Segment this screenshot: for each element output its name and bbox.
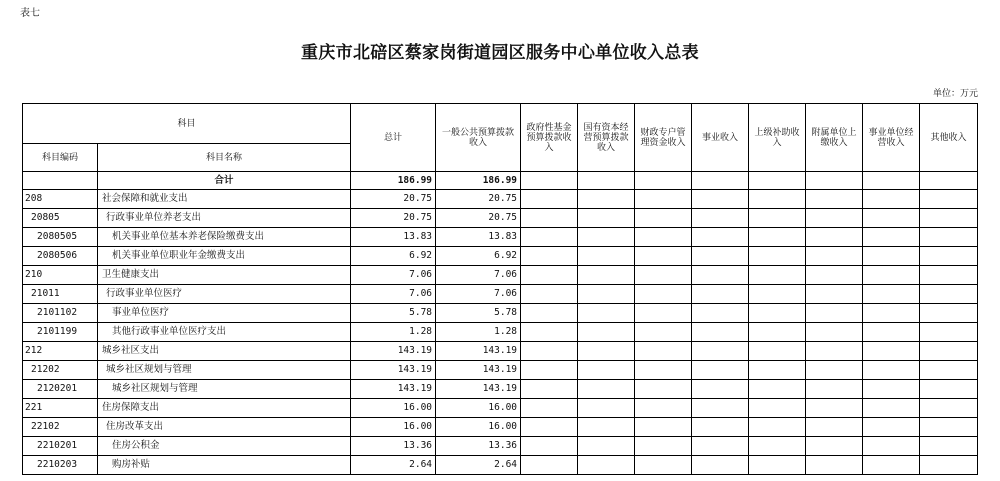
subject-name: 卫生健康支出 — [98, 266, 351, 285]
empty-cell — [692, 380, 749, 399]
subject-name: 机关事业单位职业年金缴费支出 — [98, 247, 351, 266]
empty-cell — [521, 380, 578, 399]
empty-cell — [863, 380, 920, 399]
empty-cell — [692, 361, 749, 380]
empty-cell — [521, 323, 578, 342]
general-budget-amount: 6.92 — [436, 247, 521, 266]
empty-cell — [635, 380, 692, 399]
empty-cell — [578, 228, 635, 247]
empty-cell — [692, 399, 749, 418]
subject-code: 22102 — [23, 418, 98, 437]
table-row — [23, 285, 978, 304]
subject-code: 2120201 — [23, 380, 98, 399]
empty-cell — [863, 228, 920, 247]
empty-cell — [863, 342, 920, 361]
empty-cell — [920, 304, 978, 323]
empty-cell — [920, 418, 978, 437]
empty-cell — [578, 361, 635, 380]
subject-name: 住房保障支出 — [98, 399, 351, 418]
empty-cell — [920, 172, 978, 190]
total-amount: 16.00 — [351, 399, 436, 418]
empty-cell — [692, 456, 749, 475]
total-row — [23, 172, 978, 190]
total-amount: 20.75 — [351, 190, 436, 209]
empty-cell — [863, 209, 920, 228]
total-code-cell — [23, 172, 98, 190]
header-gov-fund: 政府性基金预算拨款收入 — [521, 104, 578, 172]
header-subject-name: 科目名称 — [98, 144, 351, 172]
empty-cell — [749, 437, 806, 456]
subject-name: 社会保障和就业支出 — [98, 190, 351, 209]
header-total: 总计 — [351, 104, 436, 172]
general-budget-amount: 20.75 — [436, 190, 521, 209]
subject-code: 210 — [23, 266, 98, 285]
total-amount: 2.64 — [351, 456, 436, 475]
empty-cell — [578, 323, 635, 342]
table-row — [23, 209, 978, 228]
empty-cell — [521, 304, 578, 323]
empty-cell — [863, 418, 920, 437]
subject-code: 2210201 — [23, 437, 98, 456]
total-amount: 7.06 — [351, 266, 436, 285]
empty-cell — [749, 456, 806, 475]
table-row — [23, 266, 978, 285]
empty-cell — [806, 361, 863, 380]
empty-cell — [521, 418, 578, 437]
unit-label: 单位：万元 — [932, 89, 978, 99]
empty-cell — [578, 266, 635, 285]
empty-cell — [863, 285, 920, 304]
total-general-value: 186.99 — [436, 172, 521, 190]
empty-cell — [749, 247, 806, 266]
empty-cell — [806, 190, 863, 209]
header-subject: 科目 — [23, 104, 351, 144]
general-budget-amount: 143.19 — [436, 361, 521, 380]
total-amount: 143.19 — [351, 380, 436, 399]
subject-code: 21202 — [23, 361, 98, 380]
table-row — [23, 342, 978, 361]
empty-cell — [578, 380, 635, 399]
empty-cell — [863, 399, 920, 418]
general-budget-amount: 13.83 — [436, 228, 521, 247]
empty-cell — [635, 209, 692, 228]
empty-cell — [635, 323, 692, 342]
empty-cell — [749, 266, 806, 285]
empty-cell — [920, 456, 978, 475]
empty-cell — [863, 172, 920, 190]
empty-cell — [692, 228, 749, 247]
empty-cell — [578, 399, 635, 418]
empty-cell — [521, 247, 578, 266]
subject-code: 2080506 — [23, 247, 98, 266]
empty-cell — [863, 190, 920, 209]
general-budget-amount: 1.28 — [436, 323, 521, 342]
empty-cell — [806, 172, 863, 190]
total-amount: 13.83 — [351, 228, 436, 247]
table-row — [23, 361, 978, 380]
total-amount: 5.78 — [351, 304, 436, 323]
subject-name: 其他行政事业单位医疗支出 — [98, 323, 351, 342]
empty-cell — [863, 247, 920, 266]
subject-name: 行政事业单位医疗 — [98, 285, 351, 304]
empty-cell — [635, 437, 692, 456]
empty-cell — [920, 209, 978, 228]
empty-cell — [863, 437, 920, 456]
empty-cell — [635, 361, 692, 380]
header-general-budget: 一般公共预算拨款收入 — [436, 104, 521, 172]
subject-code: 208 — [23, 190, 98, 209]
total-amount: 6.92 — [351, 247, 436, 266]
empty-cell — [521, 209, 578, 228]
subject-name: 住房改革支出 — [98, 418, 351, 437]
subject-name: 事业单位医疗 — [98, 304, 351, 323]
empty-cell — [692, 190, 749, 209]
header-business: 事业收入 — [692, 104, 749, 172]
subject-code: 2101102 — [23, 304, 98, 323]
general-budget-amount: 143.19 — [436, 380, 521, 399]
table-row — [23, 380, 978, 399]
empty-cell — [806, 380, 863, 399]
empty-cell — [578, 418, 635, 437]
total-amount: 143.19 — [351, 361, 436, 380]
empty-cell — [692, 266, 749, 285]
empty-cell — [806, 399, 863, 418]
table-row — [23, 247, 978, 266]
empty-cell — [863, 361, 920, 380]
empty-cell — [578, 209, 635, 228]
empty-cell — [920, 399, 978, 418]
empty-cell — [578, 285, 635, 304]
table-row — [23, 190, 978, 209]
empty-cell — [521, 342, 578, 361]
empty-cell — [692, 418, 749, 437]
total-amount: 20.75 — [351, 209, 436, 228]
empty-cell — [635, 190, 692, 209]
subject-code: 212 — [23, 342, 98, 361]
subject-code: 2080505 — [23, 228, 98, 247]
empty-cell — [692, 323, 749, 342]
empty-cell — [635, 304, 692, 323]
general-budget-amount: 2.64 — [436, 456, 521, 475]
empty-cell — [806, 437, 863, 456]
empty-cell — [521, 361, 578, 380]
subject-name: 城乡社区支出 — [98, 342, 351, 361]
total-label: 合计 — [98, 172, 351, 190]
empty-cell — [635, 266, 692, 285]
table-row — [23, 304, 978, 323]
table-row — [23, 228, 978, 247]
empty-cell — [578, 456, 635, 475]
empty-cell — [806, 209, 863, 228]
empty-cell — [521, 437, 578, 456]
total-amount: 143.19 — [351, 342, 436, 361]
empty-cell — [692, 437, 749, 456]
empty-cell — [806, 456, 863, 475]
subject-code: 21011 — [23, 285, 98, 304]
empty-cell — [806, 285, 863, 304]
empty-cell — [920, 190, 978, 209]
empty-cell — [749, 285, 806, 304]
empty-cell — [521, 285, 578, 304]
empty-cell — [806, 418, 863, 437]
subject-code: 221 — [23, 399, 98, 418]
empty-cell — [692, 209, 749, 228]
empty-cell — [920, 247, 978, 266]
subject-name: 购房补贴 — [98, 456, 351, 475]
empty-cell — [863, 266, 920, 285]
empty-cell — [749, 418, 806, 437]
table-row — [23, 399, 978, 418]
general-budget-amount: 143.19 — [436, 342, 521, 361]
general-budget-amount: 7.06 — [436, 285, 521, 304]
empty-cell — [806, 228, 863, 247]
empty-cell — [920, 266, 978, 285]
empty-cell — [578, 437, 635, 456]
empty-cell — [578, 172, 635, 190]
empty-cell — [749, 342, 806, 361]
subject-name: 城乡社区规划与管理 — [98, 361, 351, 380]
empty-cell — [692, 304, 749, 323]
header-fiscal-special: 财政专户管理资金收入 — [635, 104, 692, 172]
header-state-capital: 国有资本经营预算拨款收入 — [578, 104, 635, 172]
empty-cell — [635, 247, 692, 266]
empty-cell — [806, 266, 863, 285]
general-budget-amount: 16.00 — [436, 418, 521, 437]
empty-cell — [578, 247, 635, 266]
empty-cell — [521, 172, 578, 190]
total-amount: 7.06 — [351, 285, 436, 304]
empty-cell — [806, 247, 863, 266]
header-superior-subsidy: 上级补助收入 — [749, 104, 806, 172]
empty-cell — [749, 399, 806, 418]
empty-cell — [521, 228, 578, 247]
empty-cell — [920, 342, 978, 361]
table-number-label: 表七 — [20, 8, 40, 19]
empty-cell — [749, 209, 806, 228]
subject-name: 行政事业单位养老支出 — [98, 209, 351, 228]
subject-name: 住房公积金 — [98, 437, 351, 456]
empty-cell — [806, 323, 863, 342]
empty-cell — [863, 456, 920, 475]
header-operating: 事业单位经营收入 — [863, 104, 920, 172]
empty-cell — [635, 399, 692, 418]
empty-cell — [578, 190, 635, 209]
empty-cell — [521, 190, 578, 209]
empty-cell — [635, 172, 692, 190]
empty-cell — [521, 266, 578, 285]
general-budget-amount: 13.36 — [436, 437, 521, 456]
empty-cell — [578, 304, 635, 323]
empty-cell — [806, 304, 863, 323]
empty-cell — [806, 342, 863, 361]
total-amount: 16.00 — [351, 418, 436, 437]
total-amount: 13.36 — [351, 437, 436, 456]
empty-cell — [920, 323, 978, 342]
subject-name: 机关事业单位基本养老保险缴费支出 — [98, 228, 351, 247]
empty-cell — [635, 418, 692, 437]
empty-cell — [920, 380, 978, 399]
general-budget-amount: 16.00 — [436, 399, 521, 418]
subject-name: 城乡社区规划与管理 — [98, 380, 351, 399]
empty-cell — [749, 172, 806, 190]
header-other: 其他收入 — [920, 104, 978, 172]
empty-cell — [635, 342, 692, 361]
empty-cell — [692, 342, 749, 361]
header-subject-code: 科目编码 — [23, 144, 98, 172]
empty-cell — [920, 285, 978, 304]
total-value: 186.99 — [351, 172, 436, 190]
empty-cell — [521, 456, 578, 475]
empty-cell — [749, 228, 806, 247]
empty-cell — [749, 323, 806, 342]
general-budget-amount: 20.75 — [436, 209, 521, 228]
empty-cell — [749, 304, 806, 323]
table-row — [23, 323, 978, 342]
empty-cell — [749, 190, 806, 209]
table-row — [23, 418, 978, 437]
empty-cell — [692, 285, 749, 304]
empty-cell — [920, 361, 978, 380]
empty-cell — [635, 456, 692, 475]
empty-cell — [635, 228, 692, 247]
empty-cell — [692, 172, 749, 190]
table-row — [23, 437, 978, 456]
document-title: 重庆市北碚区蔡家岗街道园区服务中心单位收入总表 — [301, 43, 699, 63]
empty-cell — [692, 247, 749, 266]
table-row — [23, 456, 978, 475]
general-budget-amount: 7.06 — [436, 266, 521, 285]
subject-code: 2210203 — [23, 456, 98, 475]
empty-cell — [749, 380, 806, 399]
empty-cell — [920, 228, 978, 247]
total-amount: 1.28 — [351, 323, 436, 342]
general-budget-amount: 5.78 — [436, 304, 521, 323]
empty-cell — [920, 437, 978, 456]
income-summary-table — [22, 103, 978, 475]
empty-cell — [635, 285, 692, 304]
empty-cell — [863, 304, 920, 323]
empty-cell — [749, 361, 806, 380]
header-affiliated: 附属单位上缴收入 — [806, 104, 863, 172]
subject-code: 2101199 — [23, 323, 98, 342]
empty-cell — [863, 323, 920, 342]
empty-cell — [521, 399, 578, 418]
subject-code: 20805 — [23, 209, 98, 228]
empty-cell — [578, 342, 635, 361]
